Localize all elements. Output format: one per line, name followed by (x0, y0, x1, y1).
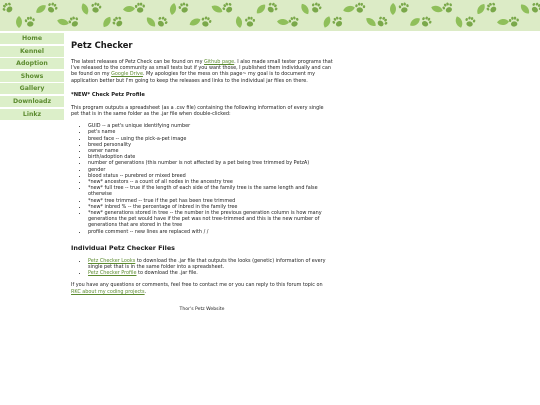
petz-checker-looks-link[interactable]: Petz Checker Looks (88, 257, 136, 264)
list-item (88, 270, 333, 276)
leaf-icon (519, 3, 531, 16)
leaf-icon (475, 2, 487, 15)
paw-print-icon (245, 17, 255, 27)
list-item: • blood status -- purebred or mixed breed (88, 173, 333, 179)
footer-credit: Thor's Petz Website (179, 307, 225, 312)
contact-text: If you have any questions or comments, feel free to contact me or you can reply to this forum topic on (71, 282, 323, 289)
leaf-icon (210, 4, 223, 15)
paw-print-icon (24, 16, 35, 27)
paw-print-icon (135, 2, 146, 12)
list-item: • *new* full tree -- true if the length of each side of the family tree is the same length and false otherwise (88, 185, 333, 197)
nav-gallery[interactable]: Gallery (0, 83, 64, 94)
list-item: • number of generations (this number is not affected by a pet being tree trimmed by PetzA) (88, 160, 333, 166)
paw-print-icon (67, 15, 80, 28)
nav-shows[interactable]: Shows (0, 71, 64, 82)
leaf-icon (169, 3, 177, 16)
paw-print-icon (375, 15, 389, 29)
paw-print-icon (288, 16, 300, 28)
nav-kennel[interactable]: Kennel (0, 46, 64, 57)
paw-print-icon (464, 16, 476, 28)
leaf-icon (145, 16, 157, 29)
paw-print-icon (178, 1, 191, 14)
paw-print-icon (155, 15, 169, 29)
leaf-icon (123, 5, 135, 12)
nav-downloadz[interactable]: Downloadz (0, 96, 64, 107)
list-item: • *new* tree trimmed -- true if the pet has been tree trimmed (88, 198, 333, 204)
paw-print-icon (90, 2, 102, 14)
contact-paragraph (71, 282, 333, 294)
paw-print-icon (331, 15, 345, 29)
paw-print-icon (200, 15, 213, 28)
leaf-icon (390, 3, 396, 15)
leaf-icon (408, 16, 421, 28)
page-title: Petz Checker (71, 40, 133, 50)
leaf-icon (364, 16, 377, 28)
main-content (71, 40, 333, 301)
files-heading: Individual Petz Checker Files (71, 243, 175, 252)
paw-print-icon (111, 15, 125, 29)
paw-print-icon (265, 1, 279, 15)
paw-print-icon (485, 1, 499, 15)
paw-print-icon (1, 1, 15, 15)
leaf-icon (235, 16, 243, 29)
profile-description: This program outputs a spreadsheet (as a .csv file) containing the following information of every single pet that is in the same folder as the .jar file when double-clicked: (71, 104, 324, 118)
file-description: to download the .jar file. (136, 270, 198, 277)
intro-text-2: . I also made small tester programs that I've released to the community as small tests but if you want those, I published them individually and can be found on my (71, 59, 333, 78)
list-item: • pet's name (88, 129, 333, 135)
paw-print-icon (529, 1, 540, 15)
file-description: to download the .jar file that outputs the looks (genetic) information of every single pet that is in the same folder into a spreadsheet. (88, 257, 326, 271)
leaf-icon (277, 18, 290, 25)
profile-fields-list (71, 123, 333, 235)
sidebar-nav (0, 33, 64, 121)
leaf-icon (342, 5, 355, 14)
list-item: • birth/adoption date (88, 154, 333, 160)
leaf-icon (56, 17, 69, 26)
leaf-icon (16, 16, 22, 28)
leaf-icon (34, 3, 47, 15)
leaf-icon (101, 15, 112, 28)
paw-print-icon (45, 1, 59, 15)
list-item: • *new* ancestors -- a count of all nodes in the ancestry tree (88, 179, 333, 185)
list-item: • GUID -- a pet's unique identifying number (88, 123, 333, 129)
github-link[interactable]: Github page (204, 59, 235, 65)
paw-print-icon (221, 1, 235, 15)
list-item (88, 258, 333, 270)
paw-print-icon (310, 1, 323, 14)
intro-text-1: The latest releases of Petz Check can be found on my (71, 59, 205, 65)
list-item: • breed personality (88, 142, 333, 148)
leaf-icon (497, 19, 509, 26)
header-banner (0, 0, 540, 31)
leaf-icon (299, 2, 310, 15)
leaf-icon (430, 4, 443, 13)
profile-heading: *NEW* Check Petz Profile (71, 91, 145, 98)
leaf-icon (255, 3, 268, 16)
list-item: • profile comment -- new lines are replaced with / / (88, 229, 333, 235)
rkc-forum-link[interactable]: RKC about my coding projects (71, 288, 145, 295)
list-item: • *new* inbred % -- the percentage of inbred in the family tree (88, 204, 333, 210)
leaf-icon (322, 15, 332, 28)
list-item: • breed face -- using the pick-a-pet image (88, 136, 333, 142)
nav-linkz[interactable]: Linkz (0, 109, 64, 120)
intro-text-3: . My apologies for the mess on this page~ my goal is to document my application better but I'm going to keep the releases and links to the individual jar files on there. (71, 71, 316, 84)
leaf-icon (80, 2, 90, 15)
list-item: • gender (88, 167, 333, 173)
leaf-icon (454, 15, 464, 28)
google-drive-link[interactable]: Google Drive (111, 71, 143, 78)
contact-end: . (144, 288, 147, 295)
nav-home[interactable]: Home (0, 33, 64, 44)
nav-adoption[interactable]: Adoption (0, 58, 64, 69)
paw-print-icon (419, 15, 432, 28)
paw-print-icon (441, 1, 454, 14)
leaf-icon (188, 17, 201, 28)
list-item: • *new* generations stored in tree -- the number in the previous generation column is how many generations the pet would have if the pet was not tree-trimmed and this is the new number of generations that are stored in the tree (88, 210, 333, 229)
petz-checker-profile-link[interactable]: Petz Checker Profile (88, 270, 137, 277)
files-list (71, 258, 333, 277)
paw-print-icon (354, 2, 365, 13)
paw-print-icon (509, 16, 520, 27)
intro-paragraph (71, 59, 333, 84)
paw-print-icon (398, 2, 409, 13)
list-item: • owner name (88, 148, 333, 154)
